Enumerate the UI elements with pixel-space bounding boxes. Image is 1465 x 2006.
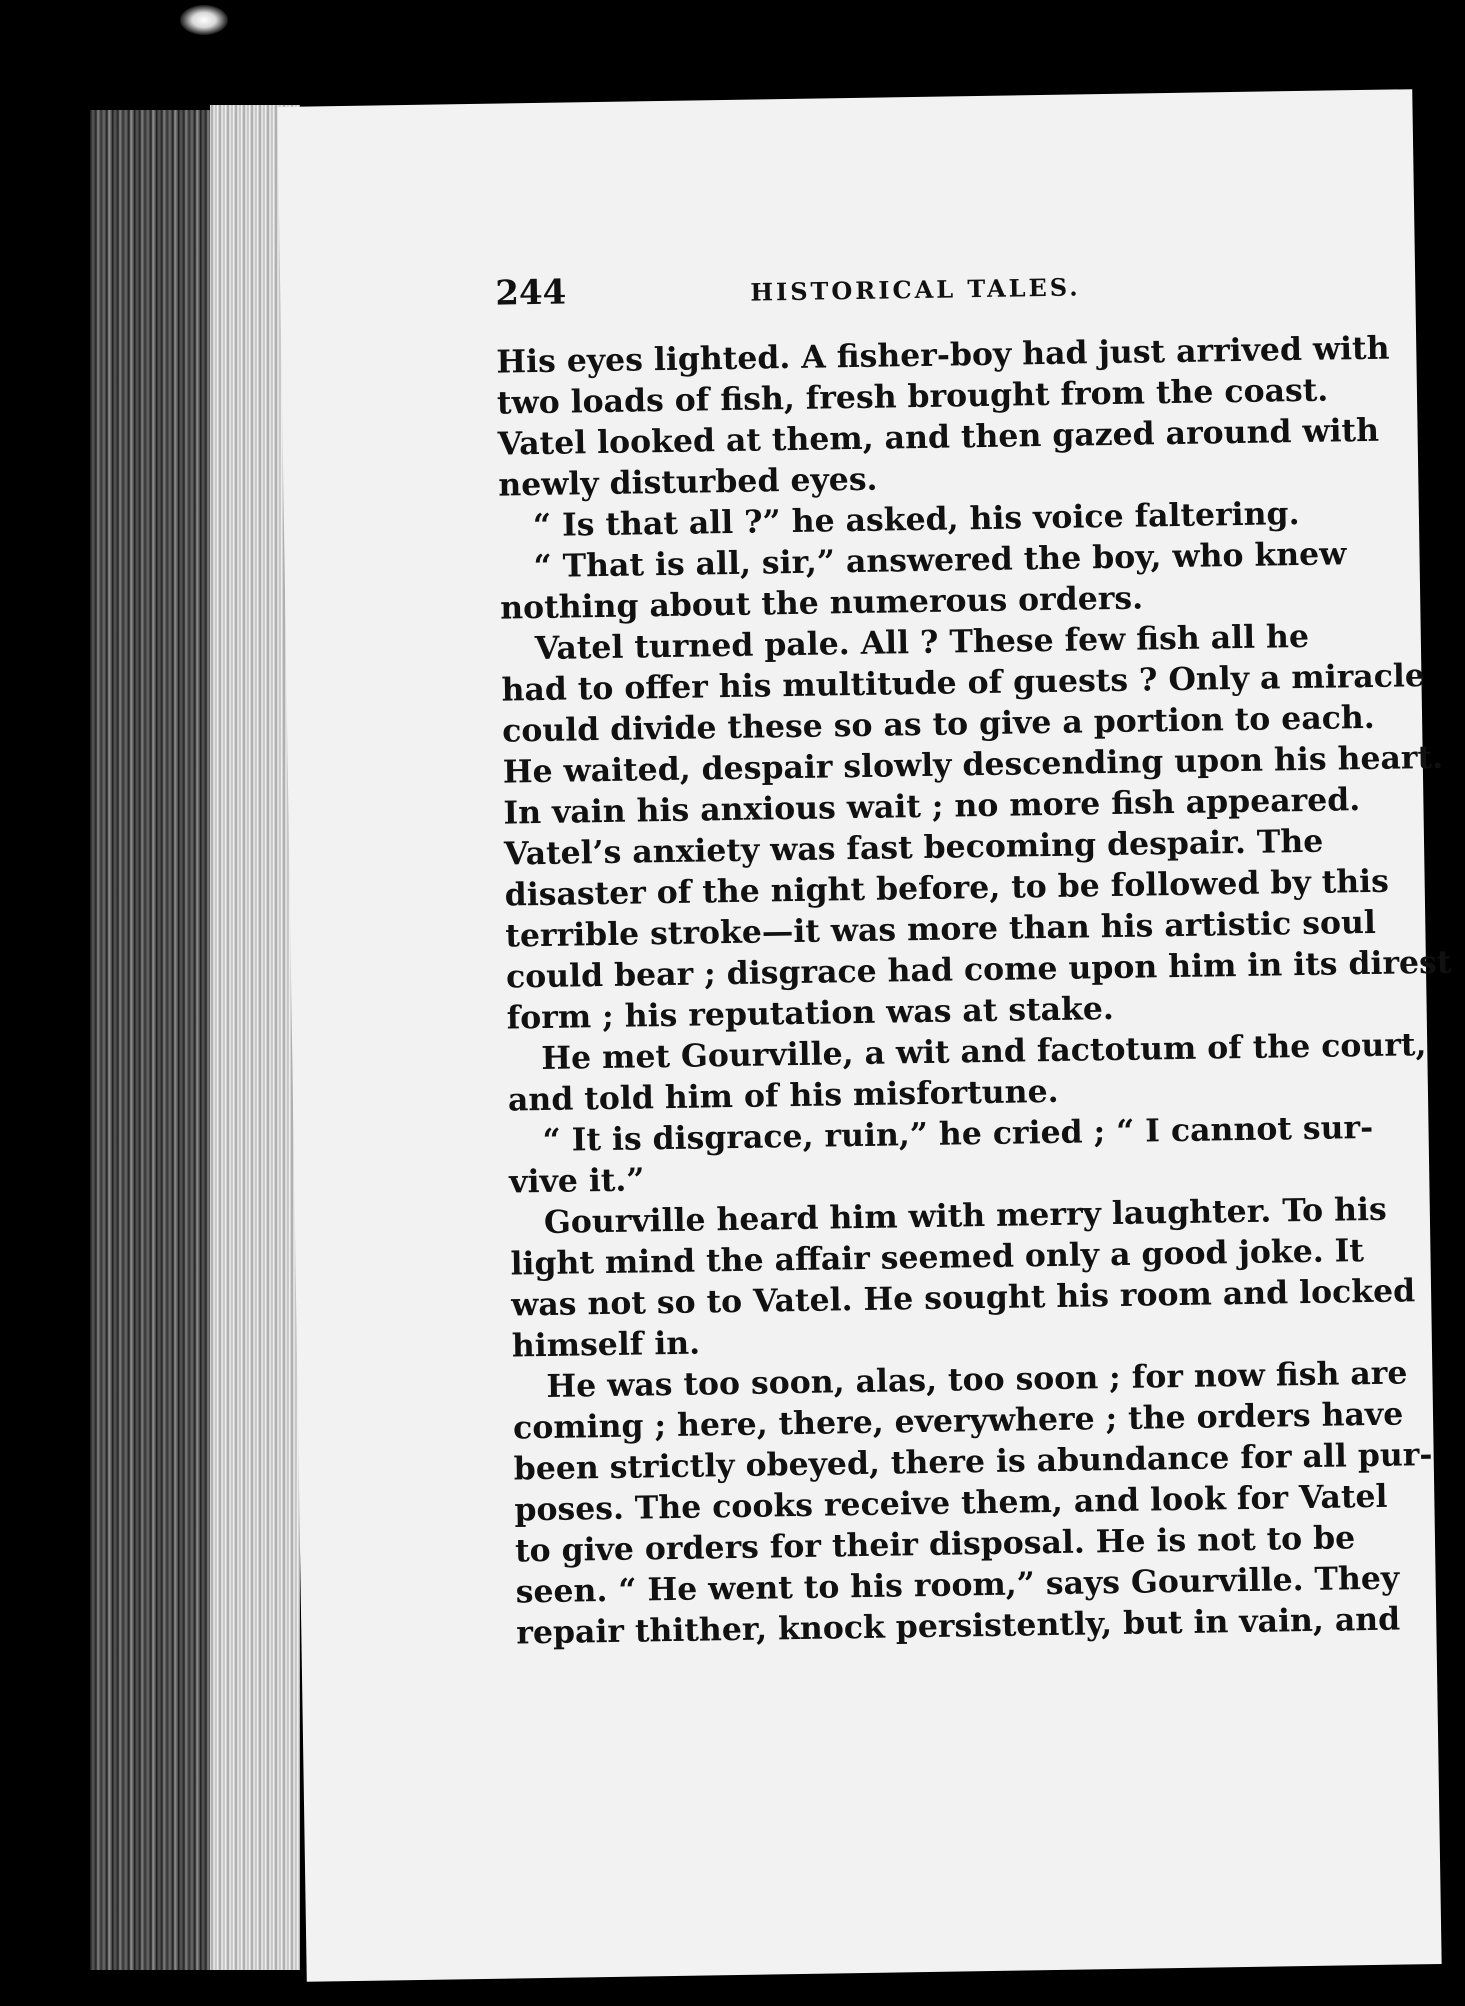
paragraph [501, 616, 1452, 1039]
text-line: nothing about the numerous orders. [499, 579, 1144, 627]
text-line: poses. The cooks receive them, and look for Vatel [514, 1477, 1388, 1529]
text-line: In vain his anxious wait ; no more fish appeared. [503, 781, 1361, 832]
text-line: to give orders for their disposal. He is not to be [514, 1519, 1356, 1570]
text-line: and told him of his misfortune. [507, 1072, 1059, 1119]
text-line: “ That is all, sir,” answered the boy, who knew [533, 535, 1347, 586]
book-page [277, 89, 1452, 1982]
text-line: “ It is disgrace, ruin,” he cried ; “ I cannot sur- [542, 1108, 1374, 1159]
page-number: 244 [494, 272, 567, 314]
text-line: newly disturbed eyes. [498, 460, 878, 504]
paragraph [496, 329, 1390, 506]
running-title: HISTORICAL TALES. [750, 272, 1081, 307]
text-line: was not so to Vatel. He sought his room and locked [510, 1272, 1416, 1324]
text-line: Vatel turned pale. All ? These few fish all he [534, 617, 1310, 668]
running-head [495, 261, 1296, 334]
text-line: form ; his reputation was at stake. [506, 990, 1115, 1037]
text-line: himself in. [511, 1324, 701, 1365]
paragraph [512, 1354, 1433, 1654]
text-line: coming ; here, there, everywhere ; the orders have [512, 1395, 1404, 1447]
text-line: could divide these so as to give a portion to each. [501, 698, 1376, 750]
page-content [494, 261, 1452, 1653]
text-line: seen. “ He went to his room,” says Gourville. They [515, 1559, 1400, 1611]
text-line: light mind the affair seemed only a good joke. It [510, 1232, 1365, 1283]
text-line: His eyes lighted. A fisher-boy had just arrived with [496, 329, 1390, 381]
paragraph [507, 1026, 1427, 1121]
text-line: could bear ; disgrace had come upon him in its direst [505, 943, 1452, 996]
text-line: been strictly obeyed, there is abundance for all pur- [513, 1436, 1433, 1488]
text-line: “ Is that all ?” he asked, his voice faltering. [532, 495, 1300, 545]
paragraph [508, 1108, 1374, 1203]
text-line: vive it.” [508, 1161, 645, 1201]
text-line: disaster of the night before, to be followed by this [504, 862, 1390, 914]
text-line: He was too soon, alas, too soon ; for now fish are [546, 1354, 1408, 1405]
text-line: terrible stroke—it was more than his artistic soul [505, 903, 1377, 955]
paragraph [510, 1190, 1416, 1367]
text-line: Gourville heard him with merry laughter. To his [543, 1190, 1387, 1241]
text-line: He met Gourville, a wit and factotum of the court, [541, 1026, 1427, 1077]
text-line: Vatel’s anxiety was fast becoming despair. The [503, 822, 1324, 873]
text-line: Vatel looked at them, and then gazed around with [497, 411, 1380, 463]
text-line: had to offer his multitude of guests ? Only a miracle [501, 657, 1426, 709]
text-line: repair thither, knock persistently, but in vain, and [516, 1600, 1401, 1652]
camera-flash-glare [180, 5, 228, 35]
text-line: two loads of fish, fresh brought from the coast. [496, 371, 1329, 422]
text-line: He waited, despair slowly descending upon his heart. [502, 738, 1444, 791]
body-text [496, 329, 1452, 1653]
paragraph [499, 534, 1347, 629]
